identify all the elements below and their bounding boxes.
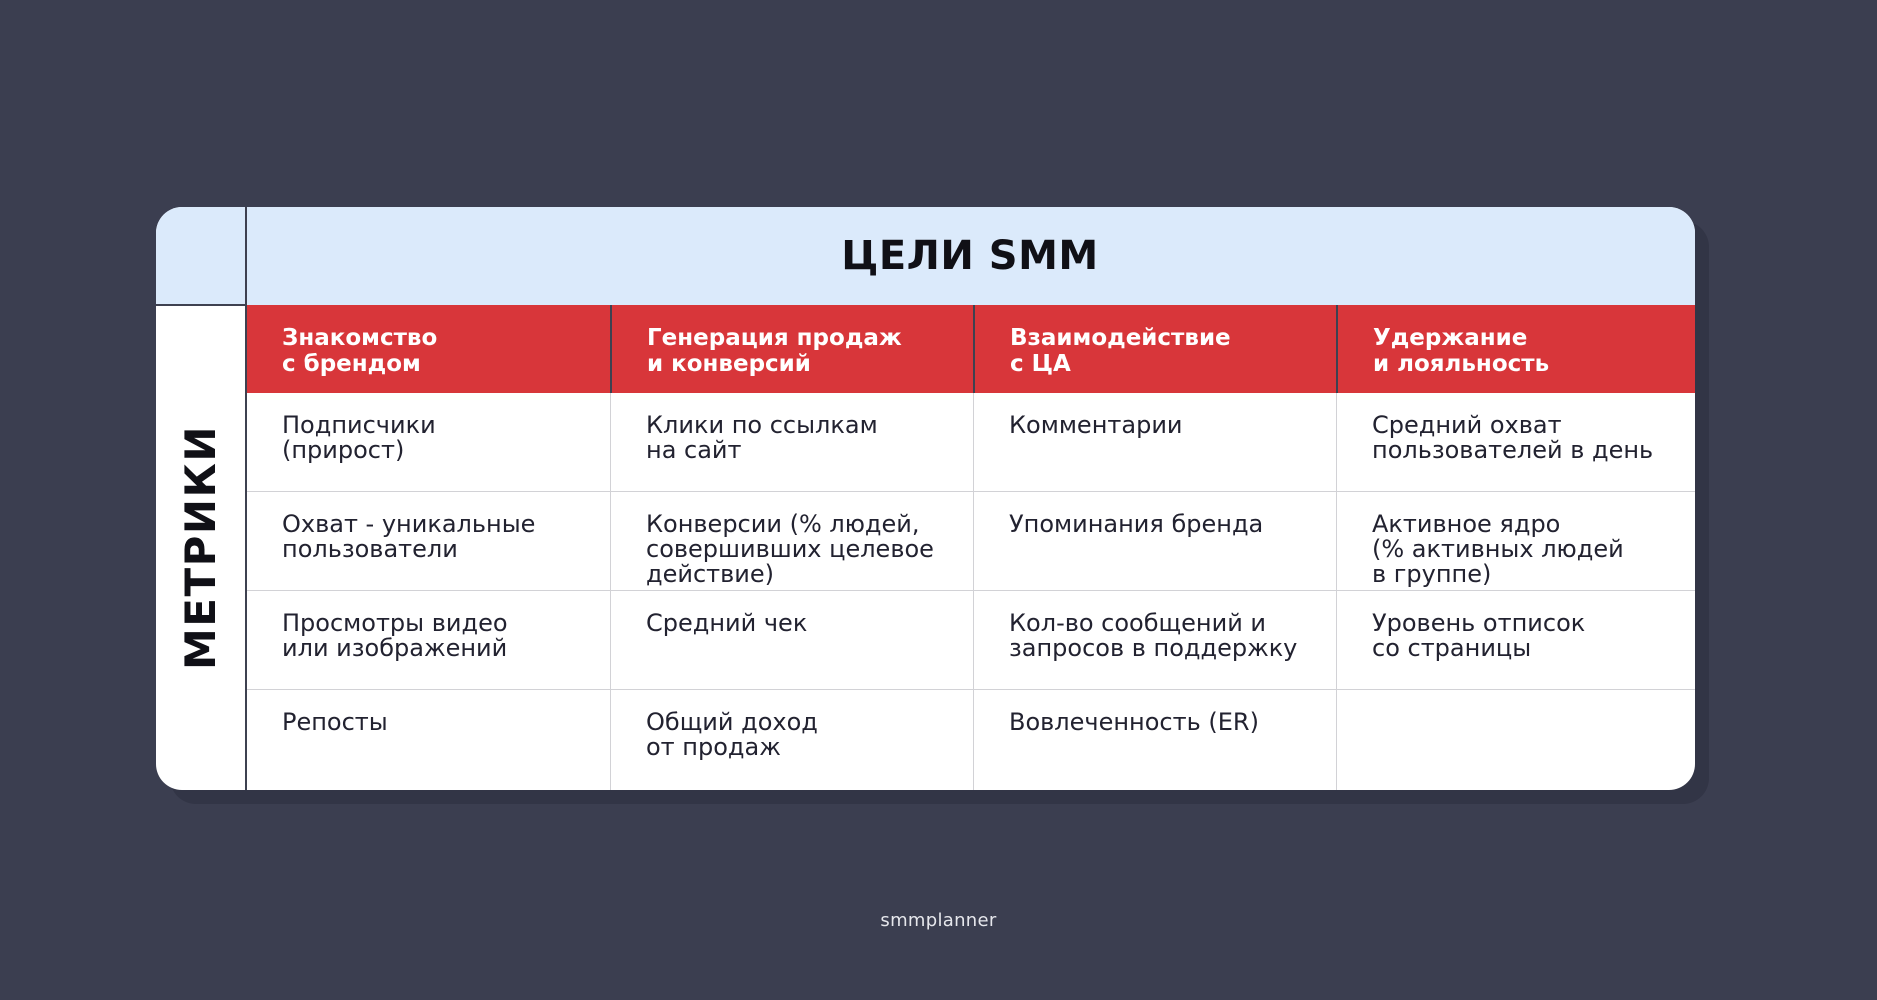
column-header-sales: Генерация продаж и конверсий bbox=[610, 305, 973, 393]
table-cell: Средний охват пользователей в день bbox=[1336, 393, 1695, 492]
column-header-retention: Удержание и лояльность bbox=[1336, 305, 1695, 393]
side-divider bbox=[245, 207, 247, 790]
table-cell: Конверсии (% людей, совершивших целевое действие) bbox=[610, 492, 973, 591]
table-cell: Кол-во сообщений и запросов в поддержку bbox=[973, 591, 1336, 690]
table-corner bbox=[156, 207, 245, 305]
side-label bbox=[156, 305, 245, 790]
side-label-text: МЕТРИКИ bbox=[176, 424, 225, 671]
goals-table-card bbox=[156, 207, 1695, 790]
table-cell: Активное ядро (% активных людей в группе) bbox=[1336, 492, 1695, 591]
table-cell: Комментарии bbox=[973, 393, 1336, 492]
table-cell: Охват - уникальные пользователи bbox=[247, 492, 610, 591]
table-cell: Репосты bbox=[282, 708, 388, 736]
column-header-engagement: Взаимодействие с ЦА bbox=[973, 305, 1336, 393]
title-band bbox=[245, 207, 1695, 305]
table-cell bbox=[1336, 690, 1695, 790]
table-cell: Вовлеченность (ER) bbox=[973, 690, 1336, 790]
table-cell: Общий доход от продаж bbox=[610, 690, 973, 790]
table-cell: Упоминания бренда bbox=[973, 492, 1336, 591]
table-cell: Уровень отписок со страницы bbox=[1336, 591, 1695, 690]
table-title: ЦЕЛИ SMM bbox=[841, 233, 1099, 279]
column-header-awareness: Знакомство с брендом bbox=[247, 305, 610, 393]
table-cell: Просмотры видео или изображений bbox=[247, 591, 610, 690]
metrics-grid bbox=[247, 305, 1695, 790]
table-cell: Подписчики (прирост) bbox=[247, 393, 610, 492]
table-cell: Клики по ссылкам на сайт bbox=[610, 393, 973, 492]
footer-brand: smmplanner bbox=[880, 910, 997, 931]
table-cell: Средний чек bbox=[610, 591, 973, 690]
